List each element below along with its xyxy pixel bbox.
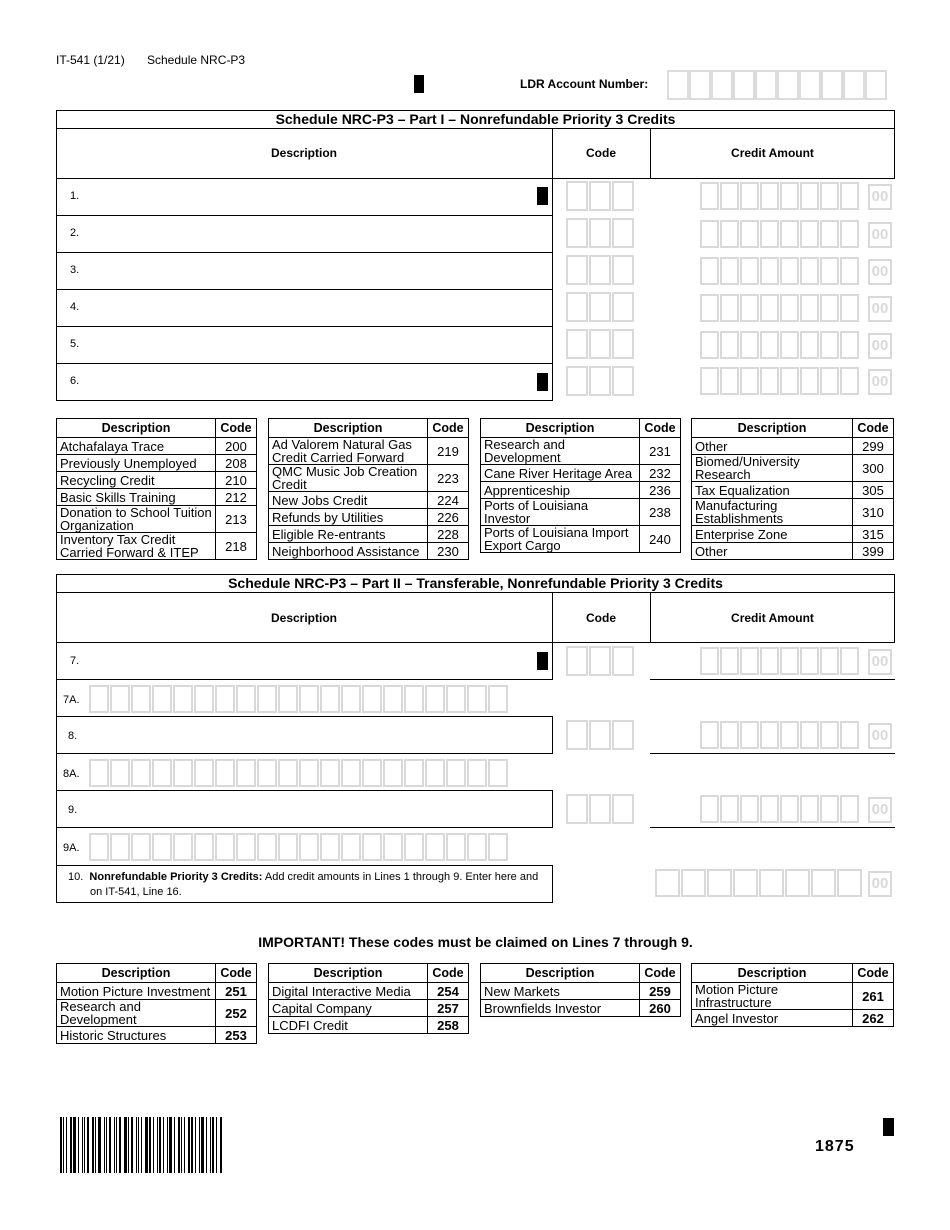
line-1-label: 1. bbox=[70, 190, 80, 202]
table-row: Inventory Tax Credit Carried Forward & ITEP 218 bbox=[57, 533, 257, 560]
table-row: Ports of Louisiana Import Export Cargo 240 bbox=[481, 526, 681, 553]
line-2-code-input[interactable] bbox=[566, 218, 635, 248]
table-row: Basic Skills Training 212 bbox=[57, 489, 257, 506]
line-2-amount-input[interactable]: 00 bbox=[700, 220, 893, 248]
table-row: Historic Structures 253 bbox=[57, 1027, 257, 1044]
line-7-label: 7. bbox=[70, 655, 80, 667]
form-id: IT-541 (1/21) bbox=[56, 53, 125, 67]
schedule-name: Schedule NRC-P3 bbox=[147, 53, 246, 67]
part2-title: Schedule NRC-P3 – Part II – Transferable, Nonrefundable Priority 3 Credits bbox=[56, 574, 895, 593]
table-row: QMC Music Job Creation Credit 223 bbox=[269, 465, 469, 492]
line-8-amount-input[interactable]: 00 bbox=[700, 721, 893, 749]
line-7a-text-input[interactable] bbox=[89, 685, 509, 713]
table-row: Manufacturing Establishments 310 bbox=[692, 499, 894, 526]
table-row: LCDFI Credit 258 bbox=[269, 1017, 469, 1034]
line-9-code-input[interactable] bbox=[566, 794, 635, 824]
part1-col-description: Description bbox=[270, 146, 337, 160]
transferable-codes-table-2: Description Code Digital Interactive Media 254 Capital Company 257 LCDFI Credit 258 bbox=[268, 963, 469, 1034]
table-row: New Jobs Credit 224 bbox=[269, 492, 469, 509]
part2-col-amount: Credit Amount bbox=[731, 611, 814, 625]
line-3-amount-input[interactable]: 00 bbox=[700, 257, 893, 285]
line-8a-label: 8A. bbox=[63, 768, 80, 780]
table-row: Other 299 bbox=[692, 438, 894, 455]
line-1-amount-input[interactable]: 00 bbox=[700, 182, 893, 210]
line-4-amount-input[interactable]: 00 bbox=[700, 294, 893, 322]
table-row: Refunds by Utilities 226 bbox=[269, 509, 469, 526]
table-row: Biomed/University Research 300 bbox=[692, 455, 894, 482]
codes-table-2: Description Code Ad Valorem Natural Gas Credit Carried Forward 219 QMC Music Job Creation Credit 223 New Jobs Credit 224 Refunds by Utilities 226 Eligible Re-entrants 228 Neighborhood Assistance 230 bbox=[268, 418, 469, 560]
line-9-amount-input[interactable]: 00 bbox=[700, 795, 893, 823]
line-6-code-input[interactable] bbox=[566, 366, 635, 396]
line-8-code-input[interactable] bbox=[566, 720, 635, 750]
line-6-amount-input[interactable]: 00 bbox=[700, 367, 893, 395]
line-8a-text-input[interactable] bbox=[89, 759, 509, 787]
line-10-amount-input[interactable]: 00 bbox=[655, 869, 893, 897]
line-3-code-input[interactable] bbox=[566, 255, 635, 285]
table-row: Ad Valorem Natural Gas Credit Carried Forward 219 bbox=[269, 438, 469, 465]
line-5-amount-input[interactable]: 00 bbox=[700, 331, 893, 359]
table-row: Research and Development 231 bbox=[481, 438, 681, 465]
line-4-label: 4. bbox=[70, 301, 80, 313]
table-row: Ports of Louisiana Investor 238 bbox=[481, 499, 681, 526]
line-9-label: 9. bbox=[68, 804, 78, 816]
page-code: 1875 bbox=[815, 1138, 855, 1155]
transferable-codes-table-4: Description Code Motion Picture Infrastructure 261 Angel Investor 262 bbox=[691, 963, 894, 1027]
line-4-code-input[interactable] bbox=[566, 292, 635, 322]
line-1-code-input[interactable] bbox=[566, 181, 635, 211]
table-row: Recycling Credit 210 bbox=[57, 472, 257, 489]
table-row: Previously Unemployed 208 bbox=[57, 455, 257, 472]
table-row: Apprenticeship 236 bbox=[481, 482, 681, 499]
registration-mark bbox=[883, 1118, 894, 1136]
part1-col-amount: Credit Amount bbox=[731, 146, 814, 160]
table-row: Research and Development 252 bbox=[57, 1000, 257, 1027]
line-9a-text-input[interactable] bbox=[89, 833, 509, 861]
line-8-label: 8. bbox=[68, 730, 78, 742]
table-row: Digital Interactive Media 254 bbox=[269, 983, 469, 1000]
part1-title: Schedule NRC-P3 – Part I – Nonrefundable Priority 3 Credits bbox=[56, 110, 895, 129]
line-9a-label: 9A. bbox=[63, 842, 80, 854]
table-row: Brownfields Investor 260 bbox=[481, 1000, 681, 1017]
line-7-amount-input[interactable]: 00 bbox=[700, 647, 893, 675]
transferable-codes-table-1: Description Code Motion Picture Investment 251 Research and Development 252 Historic Structures 253 bbox=[56, 963, 257, 1044]
table-row: Angel Investor 262 bbox=[692, 1010, 894, 1027]
line-6-label: 6. bbox=[70, 375, 80, 387]
table-row: Eligible Re-entrants 228 bbox=[269, 526, 469, 543]
registration-mark bbox=[537, 373, 548, 391]
line-7-code-input[interactable] bbox=[566, 646, 635, 676]
table-row: Enterprise Zone 315 bbox=[692, 526, 894, 543]
part1-col-code: Code bbox=[586, 146, 616, 160]
transferable-codes-table-3: Description Code New Markets 259 Brownfields Investor 260 bbox=[480, 963, 681, 1017]
ldr-account-label: LDR Account Number: bbox=[520, 77, 649, 91]
codes-table-3: Description Code Research and Development 231 Cane River Heritage Area 232 Apprenticeship 236 Ports of Louisiana Investor 238 Ports of Louisiana Import Export Cargo 240 bbox=[480, 418, 681, 553]
important-note: IMPORTANT! These codes must be claimed on Lines 7 through 9. bbox=[258, 934, 693, 950]
line-5-label: 5. bbox=[70, 338, 80, 350]
barcode bbox=[60, 1117, 223, 1173]
table-row: Motion Picture Investment 251 bbox=[57, 983, 257, 1000]
line-7a-label: 7A. bbox=[63, 694, 80, 706]
codes-table-1: Description Code Atchafalaya Trace 200 Previously Unemployed 208 Recycling Credit 210 Basic Skills Training 212 Donation to School Tuition Organization 213 Inventory Tax Credit Carried Forward & ITEP 218 bbox=[56, 418, 257, 560]
line-3-label: 3. bbox=[70, 264, 80, 276]
table-row: Capital Company 257 bbox=[269, 1000, 469, 1017]
registration-mark bbox=[537, 187, 548, 205]
table-row: Neighborhood Assistance 230 bbox=[269, 543, 469, 560]
table-row: New Markets 259 bbox=[481, 983, 681, 1000]
table-row: Cane River Heritage Area 232 bbox=[481, 465, 681, 482]
table-row: Other 399 bbox=[692, 543, 894, 560]
line-10-text: 10. Nonrefundable Priority 3 Credits: Add credit amounts in Lines 1 through 9. Enter here and on IT-541, Line 16. bbox=[68, 871, 539, 898]
line-2-label: 2. bbox=[70, 227, 80, 239]
table-row: Motion Picture Infrastructure 261 bbox=[692, 983, 894, 1010]
registration-mark bbox=[537, 652, 548, 670]
table-row: Donation to School Tuition Organization 213 bbox=[57, 506, 257, 533]
table-row: Atchafalaya Trace 200 bbox=[57, 438, 257, 455]
part2-col-description: Description bbox=[270, 611, 337, 625]
table-row: Tax Equalization 305 bbox=[692, 482, 894, 499]
line-5-code-input[interactable] bbox=[566, 329, 635, 359]
part2-col-code: Code bbox=[586, 611, 616, 625]
codes-table-4: Description Code Other 299 Biomed/University Research 300 Tax Equalization 305 Manufacturing Establishments 310 Enterprise Zone 315 Other 399 bbox=[691, 418, 894, 560]
ldr-account-input[interactable] bbox=[667, 70, 887, 100]
registration-mark bbox=[414, 75, 424, 93]
